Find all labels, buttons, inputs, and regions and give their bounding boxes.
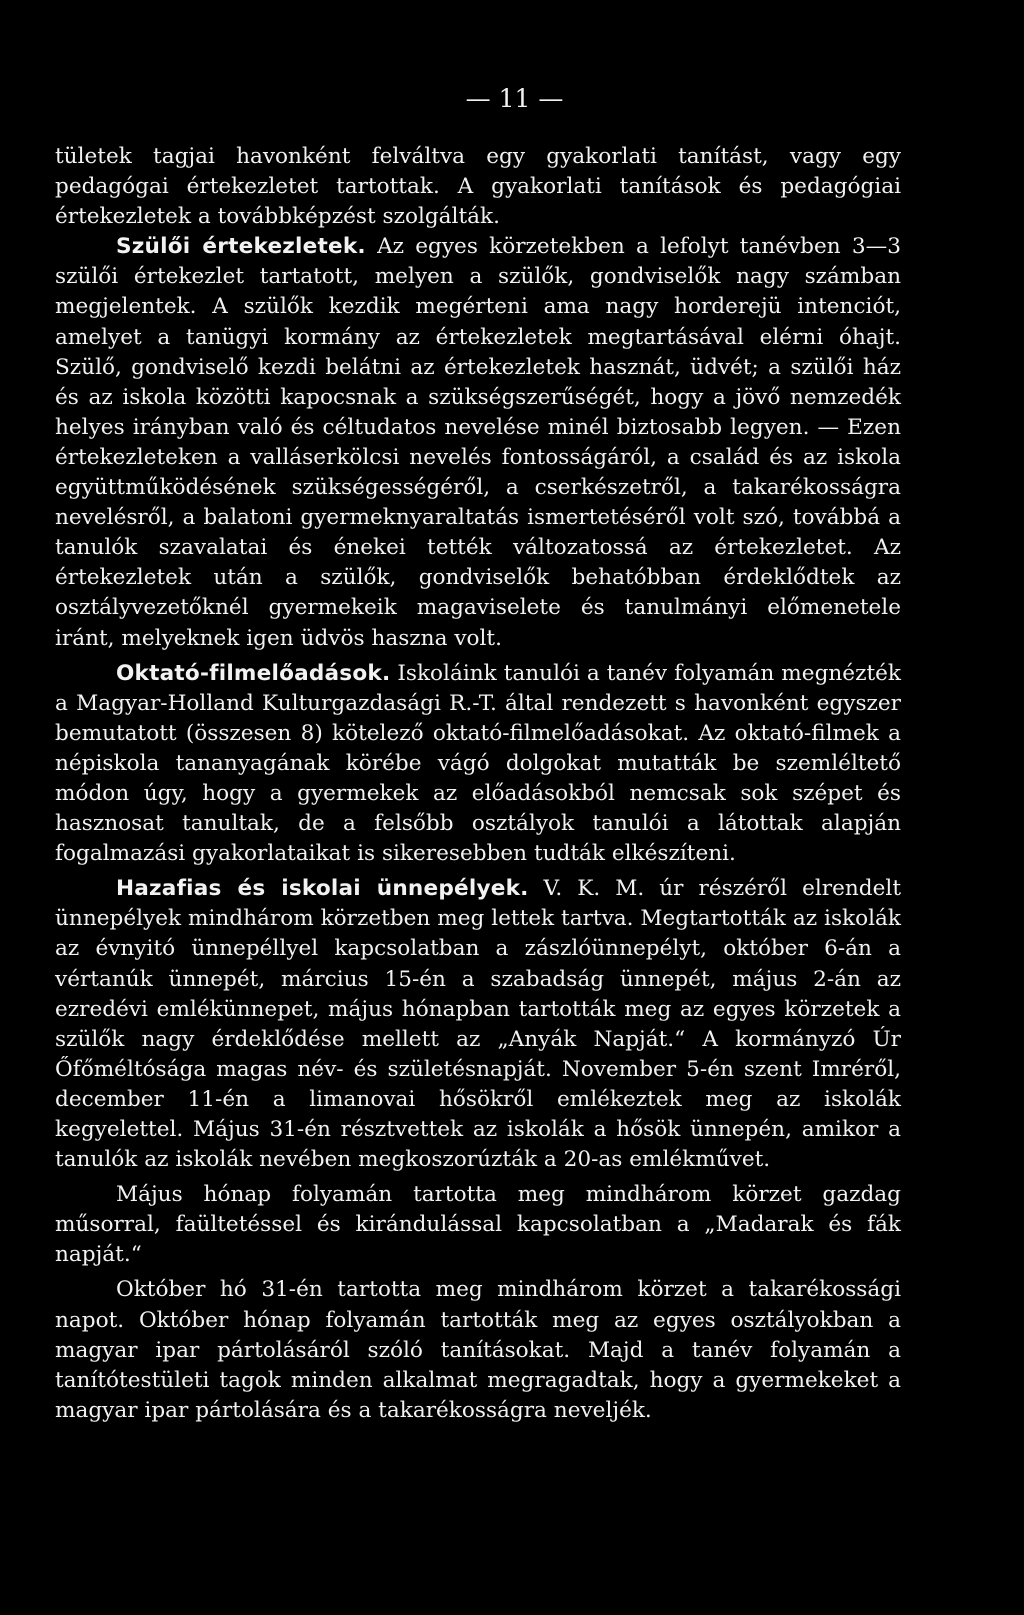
paragraph-text: tületek tagjai havonként felváltva egy gyakorlati tanítást, vagy egy pedagógai értekezletet tartottak. A gyakorlati tanítások és pedagógiai értekezletek a továbbképzést szolgálták. <box>55 144 901 230</box>
paragraph-celebrations <box>55 874 901 1175</box>
paragraph-text: Május hónap folyamán tartotta meg mindhárom körzet gazdag műsorral, faültetéssel és kirándulással kapcsolatban a „Madarak és fák napját.“ <box>55 1182 901 1268</box>
section-heading-parent-meetings: Szülői értekezletek. <box>116 234 366 260</box>
paragraph-text: V. K. M. úr részéről elrendelt ünnepélyek mindhárom körzetben meg lettek tartva. Megtartották az iskolák az évnyitó ünnepéllyel kapcsolatban a zászlóünnepélyt, október 6-án a vértanúk ünnepét, március 15-én a szabadság ünnepét, május 2-án az ezredévi emlékünnepet, május hónapban tartották meg az egyes körzetek a szülők nagy érdeklődése mellett az „Anyák Napját.“ A kormányzó Úr Őfőméltósága magas név- és születésnapját. November 5-én szent Imréről, december 11-én a limanovai hősökről emlékeztek meg az iskolák kegyelettel. Május 31-én résztvettek az iskolák a hősök ünnepén, amikor a tanulók az iskolák nevében megkoszorúzták a 20-as emlékművet. <box>55 876 901 1173</box>
document-body <box>55 142 901 1426</box>
section-heading-celebrations: Hazafias és iskolai ünnepélyek. <box>116 876 529 902</box>
paragraph-text: Október hó 31-én tartotta meg mindhárom körzet a takarékossági napot. Október hónap folyamán tartották meg az egyes osztályokban a magyar ipar pártolásáról szóló tanításokat. Majd a tanév folyamán a tanítótestületi tagok minden alkalmat megragadtak, hogy a gyermekeket a magyar ipar pártolására és a takarékosságra neveljék. <box>55 1277 901 1423</box>
paragraph-continuation <box>55 142 901 232</box>
paragraph-text: Az egyes körzetekben a lefolyt tanévben 3—3 szülői értekezlet tartatott, melyen a szülők, gondviselők nagy számban megjelentek. A szülők kezdik megérteni ama nagy horderejü intenciót, amelyet a tanügyi kormány az értekezletek megtartásával elérni óhajt. Szülő, gondviselő kezdi belátni az értekezletek hasznát, üdvét; a szülői ház és az iskola közötti kapocsnak a szükségszerűségét, hogy a jövő nemzedék helyes irányban való és céltudatos nevelése minél biztosabb legyen. — Ezen értekezleteken a valláserkölcsi nevelés fontosságáról, a család és az iskola együttműködésének szükségességéről, a cserkészetről, a takarékosságra nevelésről, a balatoni gyermeknyaraltatás ismertetéséről volt szó, továbbá a tanulók szavalatai és énekei tették változatossá az értekezletet. Az értekezletek után a szülők, gondviselők behatóbban érdeklődtek az osztályvezetőknél gyermekeik magaviselete és tanulmányi előmenetele iránt, melyeknek igen üdvös haszna volt. <box>55 234 901 651</box>
paragraph-birds-and-trees-day <box>55 1180 901 1270</box>
paragraph-parent-meetings <box>55 232 901 653</box>
section-heading-educational-films: Oktató-filmelőadások. <box>116 660 391 686</box>
page-number: — 11 — <box>465 84 564 113</box>
paragraph-savings-day <box>55 1275 901 1425</box>
paragraph-text: Iskoláink tanulói a tanév folyamán megnézték a Magyar-Holland Kulturgazdasági R.-T. által rendezett s havonként egyszer bemutatott (összesen 8) kötelező oktató-filmelőadásokat. Az oktató-filmek a népiskola tananyagának körébe vágó dolgokat mutatták be szemléltető módon úgy, hogy a gyermekek az előadásokból nemcsak sok szépet és hasznosat tanultak, de a felsőbb osztályok tanulói a látottak alapján fogalmazási gyakorlataikat is sikeresebben tudták elkészíteni. <box>55 660 901 867</box>
paragraph-educational-films <box>55 659 901 870</box>
